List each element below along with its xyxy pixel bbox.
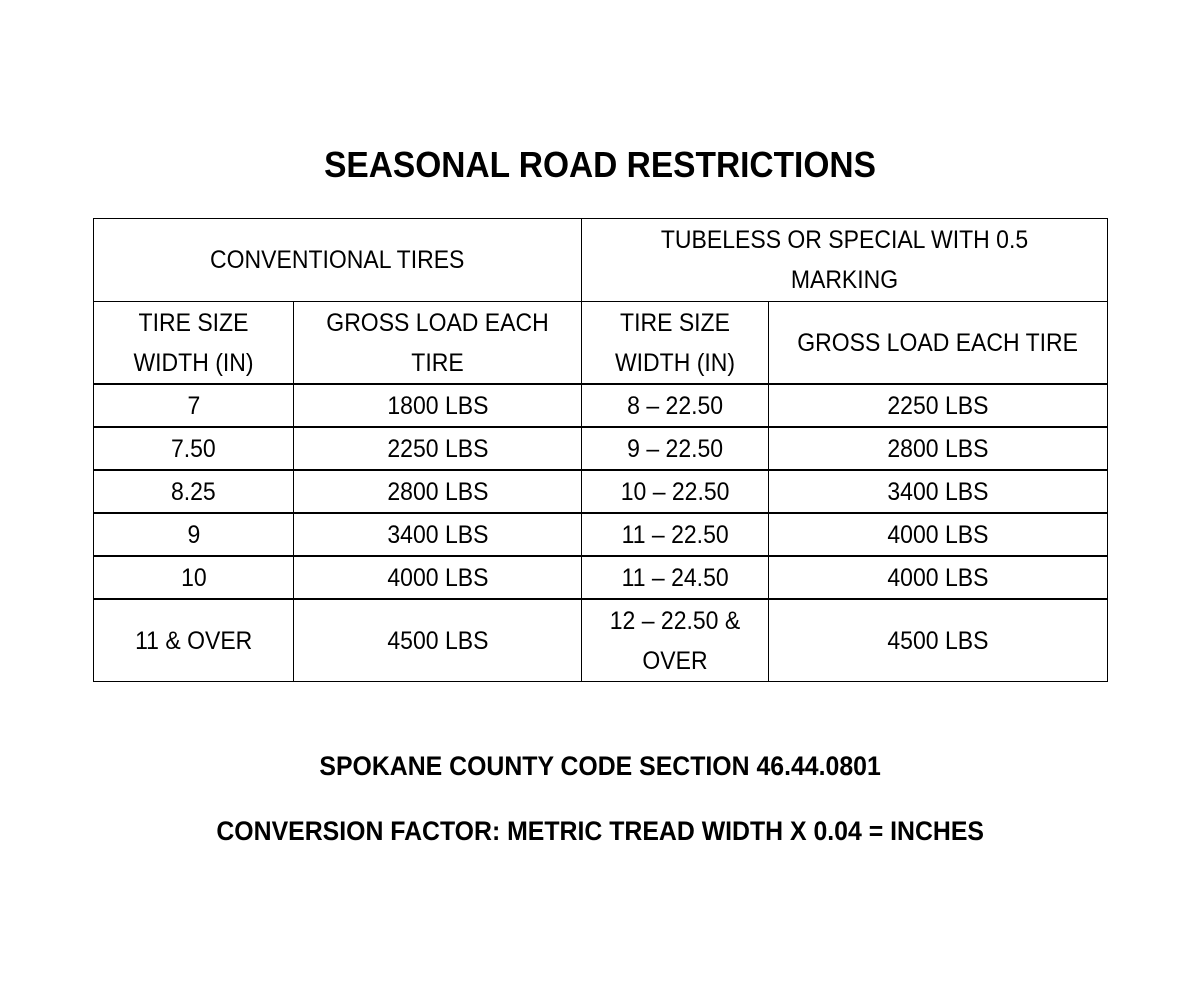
table-cell: 8.25 bbox=[94, 470, 294, 513]
table-cell: 8 – 22.50 bbox=[582, 384, 769, 427]
table-cell: 2250 LBS bbox=[294, 427, 582, 470]
table-row bbox=[94, 556, 1108, 599]
table-cell: 4000 LBS bbox=[769, 513, 1108, 556]
column-header-gross-load: GROSS LOAD EACH TIRE bbox=[769, 302, 1108, 385]
table-cell: 11 & OVER bbox=[94, 599, 294, 682]
table-cell: 4000 LBS bbox=[294, 556, 582, 599]
table-cell: 12 – 22.50 & OVER bbox=[582, 599, 769, 682]
table-cell: 2800 LBS bbox=[769, 427, 1108, 470]
table-cell: 4500 LBS bbox=[769, 599, 1108, 682]
table-cell: 10 – 22.50 bbox=[582, 470, 769, 513]
table-row bbox=[94, 513, 1108, 556]
table-row bbox=[94, 470, 1108, 513]
column-header-tire-size: TIRE SIZE WIDTH (IN) bbox=[582, 302, 769, 385]
column-header-tire-size: TIRE SIZE WIDTH (IN) bbox=[94, 302, 294, 385]
table-cell: 1800 LBS bbox=[294, 384, 582, 427]
table-cell: 2250 LBS bbox=[769, 384, 1108, 427]
table-cell: 9 bbox=[94, 513, 294, 556]
table-cell: 4000 LBS bbox=[769, 556, 1108, 599]
table-cell: 2800 LBS bbox=[294, 470, 582, 513]
page-title: SEASONAL ROAD RESTRICTIONS bbox=[324, 144, 876, 185]
table-cell: 9 – 22.50 bbox=[582, 427, 769, 470]
table-cell: 3400 LBS bbox=[294, 513, 582, 556]
table-row bbox=[94, 384, 1108, 427]
table-row bbox=[94, 427, 1108, 470]
table-cell: 11 – 22.50 bbox=[582, 513, 769, 556]
table-cell: 7 bbox=[94, 384, 294, 427]
group-header-conventional: CONVENTIONAL TIRES bbox=[94, 219, 582, 302]
table-cell: 3400 LBS bbox=[769, 470, 1108, 513]
column-header-row bbox=[94, 302, 1108, 385]
conversion-note: CONVERSION FACTOR: METRIC TREAD WIDTH X 0.04 = INCHES bbox=[216, 816, 984, 846]
group-header-tubeless: TUBELESS OR SPECIAL WITH 0.5 MARKING bbox=[582, 219, 1108, 302]
column-header-gross-load: GROSS LOAD EACH TIRE bbox=[294, 302, 582, 385]
table-cell: 4500 LBS bbox=[294, 599, 582, 682]
group-header-row bbox=[94, 219, 1108, 302]
table-row bbox=[94, 599, 1108, 682]
table-cell: 10 bbox=[94, 556, 294, 599]
restrictions-table bbox=[93, 218, 1108, 682]
code-reference: SPOKANE COUNTY CODE SECTION 46.44.0801 bbox=[319, 751, 881, 781]
table-cell: 11 – 24.50 bbox=[582, 556, 769, 599]
table-cell: 7.50 bbox=[94, 427, 294, 470]
